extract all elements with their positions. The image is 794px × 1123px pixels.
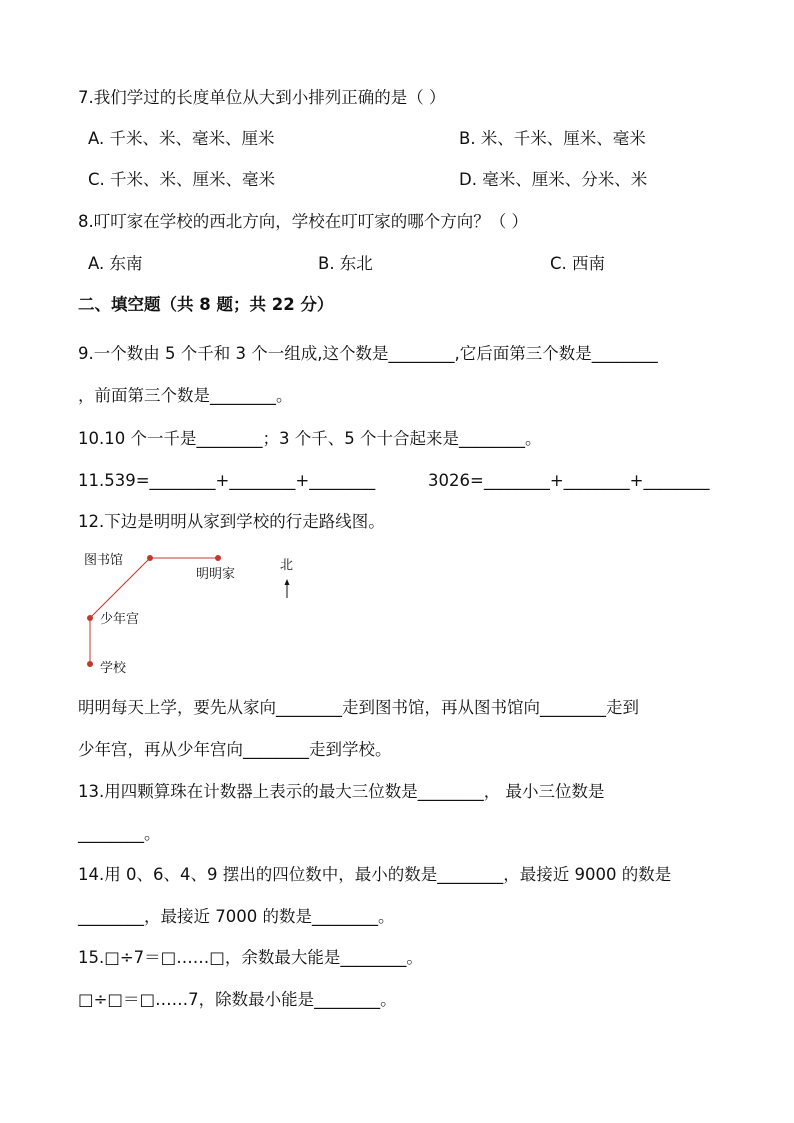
school-label: 学校 — [100, 661, 127, 676]
q9-line1: 9.一个数由 5 个千和 3 个一组成,这个数是________,它后面第三个数是________ — [78, 344, 658, 363]
q11-right: 3026=________+________+________ — [428, 471, 710, 490]
q15-line1: 15.□÷7＝□……□，余数最大能是________。 — [78, 948, 423, 967]
route-map — [78, 548, 328, 683]
q15-line2: □÷□＝□……7，除数最小能是________。 — [78, 990, 397, 1009]
q11-left: 11.539=________+________+________ — [78, 471, 376, 490]
q12-stem: 12.下边是明明从家到学校的行走路线图。 — [78, 512, 385, 531]
q8-option-c: C. 西南 — [550, 254, 606, 273]
q13-line1: 13.用四颗算珠在计数器上表示的最大三位数是________， 最小三位数是 — [78, 782, 605, 801]
library-label: 图书馆 — [84, 553, 124, 568]
section-title: 二、填空题（共 8 题；共 22 分） — [78, 295, 334, 314]
q8-option-a: A. 东南 — [88, 254, 143, 273]
north-label: 北 — [280, 558, 294, 573]
youth-palace-label: 少年宫 — [100, 612, 140, 627]
youth-palace-point — [87, 615, 93, 621]
school-point — [87, 661, 93, 667]
q7-stem: 7.我们学过的长度单位从大到小排列正确的是（ ） — [78, 88, 446, 107]
q7-option-a: A. 千米、米、毫米、厘米 — [88, 129, 275, 148]
q13-line2: ________。 — [78, 824, 161, 843]
q7-option-d: D. 毫米、厘米、分米、米 — [459, 170, 648, 189]
q8-stem: 8.叮叮家在学校的西北方向，学校在叮叮家的哪个方向？（ ） — [78, 212, 528, 231]
q7-option-b: B. 米、千米、厘米、毫米 — [459, 129, 646, 148]
home-point — [215, 555, 221, 561]
q14-line2: ________，最接近 7000 的数是________。 — [78, 907, 395, 926]
q10-line1: 10.10 个一千是________；3 个千、5 个十合起来是________。 — [78, 429, 542, 448]
q9-line2: ，前面第三个数是________。 — [78, 386, 293, 405]
north-arrow-icon — [285, 579, 290, 598]
q14-line1: 14.用 0、6、4、9 摆出的四位数中，最小的数是________，最接近 9000 的数是 — [78, 865, 672, 884]
q12-line2: 少年宫，再从少年宫向________走到学校。 — [78, 740, 392, 759]
q12-line1: 明明每天上学，要先从家向________走到图书馆，再从图书馆向________走到 — [78, 698, 639, 717]
home-label: 明明家 — [196, 567, 236, 582]
q7-option-c: C. 千米、米、厘米、毫米 — [88, 170, 276, 189]
q8-option-b: B. 东北 — [318, 254, 373, 273]
library-point — [147, 555, 153, 561]
